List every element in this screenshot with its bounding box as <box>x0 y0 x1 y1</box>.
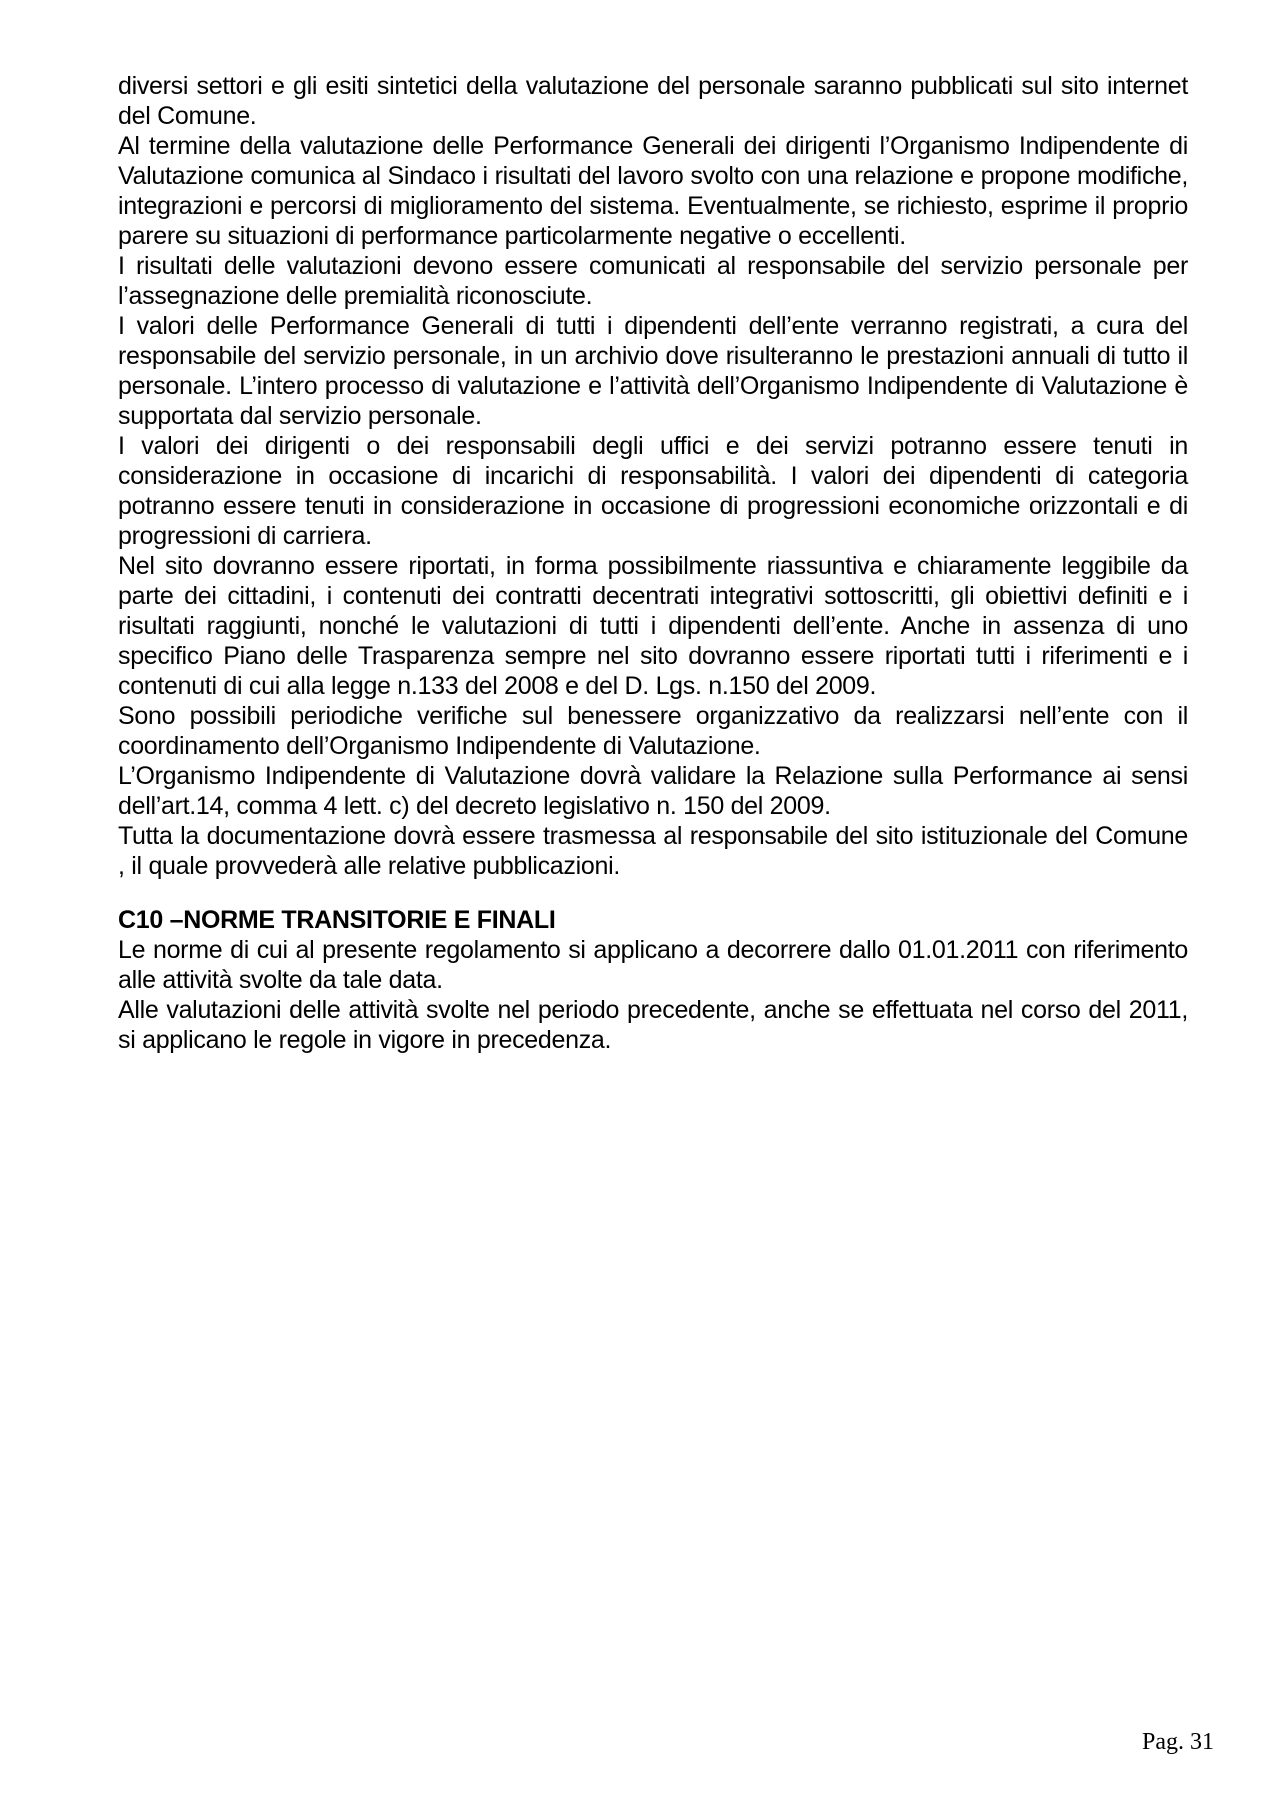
paragraph-site-transparency: Nel sito dovranno essere riportati, in forma possibilmente riassuntiva e chiaramente leggibile da parte dei cittadini, i contenuti dei contratti decentrati integrativi sottoscritti, gli obiettivi definiti e i risultati raggiunti, nonché le valutazioni di tutti i dipendenti dell’ente. Anche in assenza di uno specifico Piano delle Trasparenza sempre nel sito dovranno essere riportati tutti i riferimenti e i contenuti di cui alla legge n.133 del 2008 e del D. Lgs. n.150 del 2009. <box>118 552 1188 700</box>
paragraph-oiv-report: Al termine della valutazione delle Performance Generali dei dirigenti l’Organismo Indipendente di Valutazione comunica al Sindaco i risultati del lavoro svolto con una relazione e propone modifiche, integrazioni e percorsi di miglioramento del sistema. Eventualmente, se richiesto, esprime il proprio parere su situazioni di performance particolarmente negative o eccellenti. <box>118 132 1188 250</box>
paragraph-publication-continuation: diversi settori e gli esiti sintetici della valutazione del personale saranno pubblicati sul sito internet del Comune. <box>118 72 1188 130</box>
paragraph-periodic-checks: Sono possibili periodiche verifiche sul benessere organizzativo da realizzarsi nell’ente con il coordinamento dell’Organismo Indipendente di Valutazione. <box>118 702 1188 760</box>
document-body <box>118 71 1188 1055</box>
paragraph-performance-archive: I valori delle Performance Generali di tutti i dipendenti dell’ente verranno registrati, a cura del responsabile del servizio personale, in un archivio dove risulteranno le prestazioni annuali di tutto il personale. L’intero processo di valutazione e l’attività dell’Organismo Indipendente di Valutazione è supportata dal servizio personale. <box>118 312 1188 430</box>
paragraph-documentation-transmission: Tutta la documentazione dovrà essere trasmessa al responsabile del sito istituzionale del Comune , il quale provvederà alle relative pubblicazioni. <box>118 822 1188 880</box>
page-number: Pag. 31 <box>1142 1729 1214 1755</box>
paragraph-oiv-validation: L’Organismo Indipendente di Valutazione dovrà validare la Relazione sulla Performance ai sensi dell’art.14, comma 4 lett. c) del decreto legislativo n. 150 del 2009. <box>118 762 1188 820</box>
paragraph-values-consideration: I valori dei dirigenti o dei responsabili degli uffici e dei servizi potranno essere tenuti in considerazione in occasione di incarichi di responsabilità. I valori dei dipendenti di categoria potranno essere tenuti in considerazione in occasione di progressioni economiche orizzontali e di progressioni di carriera. <box>118 432 1188 550</box>
paragraph-results-communication: I risultati delle valutazioni devono essere comunicati al responsabile del servizio personale per l’assegnazione delle premialità riconosciute. <box>118 252 1188 310</box>
section-heading-c10: C10 –NORME TRANSITORIE E FINALI <box>118 906 556 934</box>
paragraph-previous-period-rules: Alle valutazioni delle attività svolte nel periodo precedente, anche se effettuata nel corso del 2011, si applicano le regole in vigore in precedenza. <box>118 996 1188 1054</box>
paragraph-effective-date: Le norme di cui al presente regolamento si applicano a decorrere dallo 01.01.2011 con riferimento alle attività svolte da tale data. <box>118 936 1188 994</box>
